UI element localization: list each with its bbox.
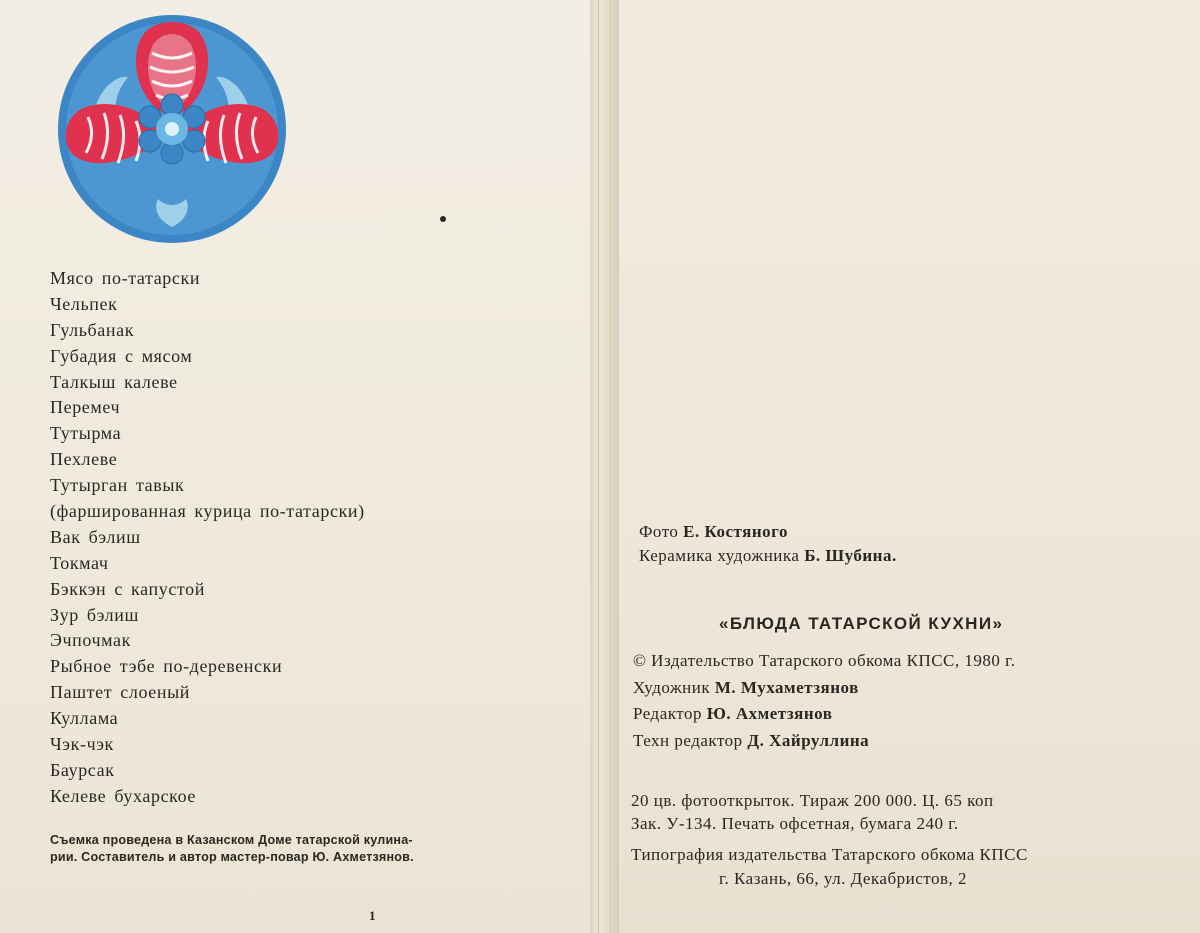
list-item: Бэккэн с капустой — [50, 578, 205, 599]
print-details — [631, 789, 994, 835]
tech-editor-line — [633, 728, 1015, 755]
book-title: «БЛЮДА ТАТАРСКОЙ КУХНИ» — [719, 614, 1004, 633]
credits — [639, 520, 897, 568]
list-item: Губадия с мясом — [50, 345, 193, 366]
note-line: рии. Составитель и автор мастер-повар Ю. Ахметзянов. — [50, 850, 414, 864]
editor-line — [633, 701, 1015, 728]
list-item: Мясо по-татарски — [50, 268, 201, 288]
dish-list — [50, 266, 365, 810]
tech-editor-label: Техн редактор — [633, 730, 743, 750]
list-item: Баурсак — [50, 759, 115, 780]
list-item: Тутырма — [50, 423, 122, 444]
list-item: Вак бэлиш — [50, 526, 141, 547]
page-number: 1 — [369, 908, 376, 923]
list-item: Талкыш калеве — [50, 371, 178, 392]
list-item: Куллама — [50, 708, 119, 729]
artist-name: М. Мухаметзянов — [714, 677, 859, 697]
copyright-line: © Издательство Татарского обкома КПСС, 1980 г. — [633, 651, 1016, 670]
list-item: (фаршированная курица по-татарски) — [50, 501, 365, 522]
list-item: Чельпек — [50, 293, 118, 314]
list-item: Чэк-чэк — [50, 734, 114, 755]
tatar-floral-emblem-icon — [56, 13, 288, 245]
photo-credit — [639, 520, 897, 544]
ink-speck — [440, 216, 446, 222]
list-item: Келеве бухарское — [50, 785, 197, 806]
artist-line — [633, 675, 1015, 702]
editor-label: Редактор — [633, 704, 702, 723]
print-line: 20 цв. фотооткрыток. Тираж 200 000. Ц. 65 коп — [631, 791, 994, 810]
editor-name: Ю. Ахметзянов — [706, 704, 833, 723]
left-page — [0, 0, 591, 933]
list-item: Паштет слоеный — [50, 682, 191, 703]
list-item: Эчпочмак — [50, 630, 131, 651]
printer-address — [631, 843, 1028, 891]
tech-editor-name: Д. Хайруллина — [747, 730, 870, 750]
artist-label: Художник — [633, 677, 711, 697]
printer-line: г. Казань, 66, ул. Декабристов, 2 — [719, 869, 967, 888]
printer-line: Типография издательства Татарского обкома КПСС — [631, 845, 1028, 864]
photo-name: Е. Костяного — [683, 522, 788, 541]
ceramics-credit — [639, 544, 897, 568]
list-item: Пехлеве — [50, 449, 118, 470]
list-item: Гульбанак — [50, 319, 135, 340]
imprint — [633, 648, 1015, 754]
list-item: Токмач — [50, 552, 109, 573]
photo-note — [50, 832, 560, 866]
list-item: Перемеч — [50, 397, 121, 418]
list-item: Зур бэлиш — [50, 604, 139, 625]
right-page — [618, 0, 1200, 933]
ceramics-label: Керамика художника — [639, 546, 800, 565]
list-item: Тутырган тавык — [50, 475, 185, 496]
ceramics-name: Б. Шубина. — [804, 546, 897, 565]
photo-label: Фото — [639, 522, 679, 541]
note-line: Съемка проведена в Казанском Доме татарской кулина- — [50, 833, 413, 847]
center-fold — [590, 0, 618, 933]
print-line: Зак. У-134. Печать офсетная, бумага 240 г. — [631, 814, 959, 833]
list-item: Рыбное тэбе по-деревенски — [50, 656, 283, 677]
